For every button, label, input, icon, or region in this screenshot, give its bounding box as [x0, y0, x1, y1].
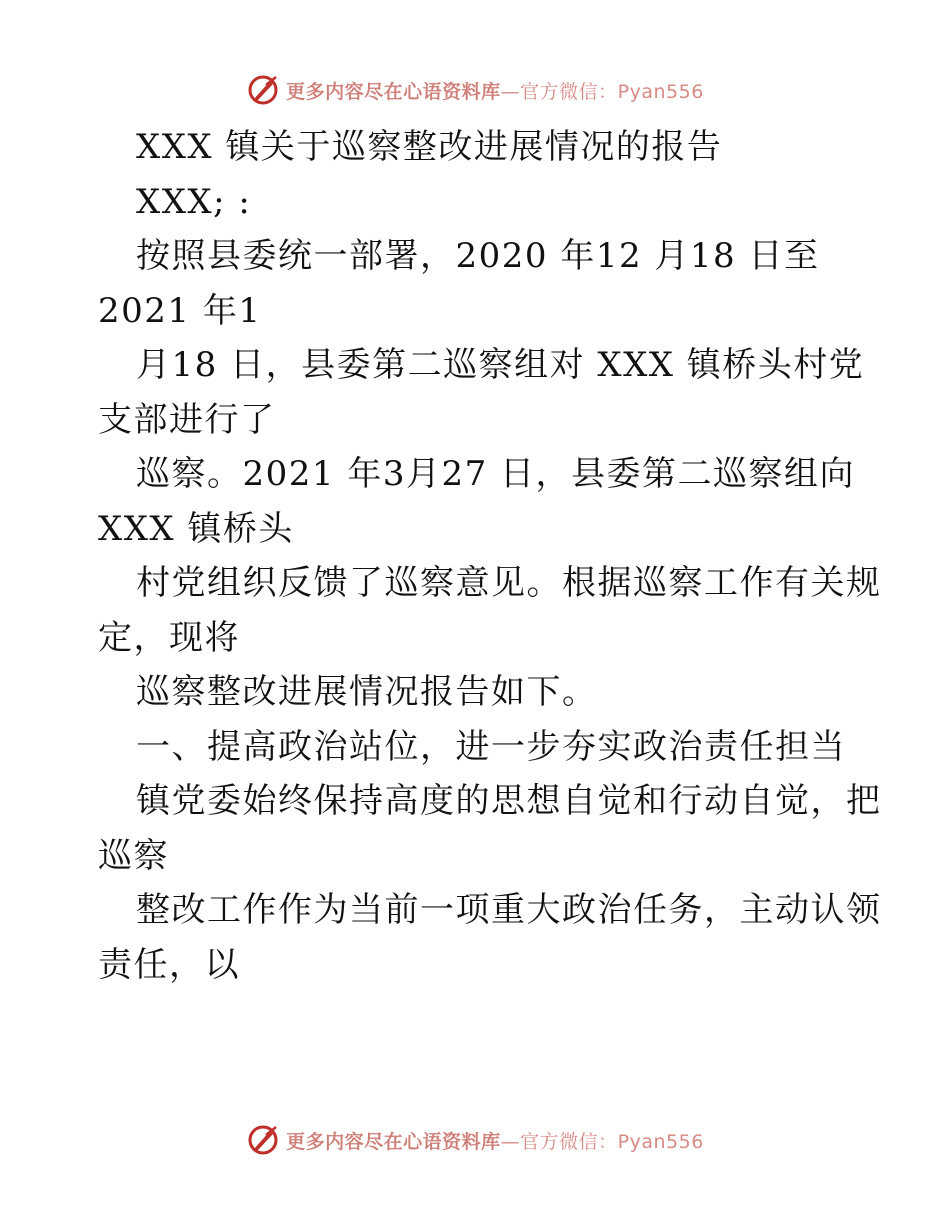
- footer-watermark: [0, 1120, 950, 1160]
- document-line: 巡察整改进展情况报告如下。: [136, 672, 598, 712]
- watermark-prefix: 更多内容尽在心语资料库: [286, 1130, 501, 1153]
- document-line: XXX 镇桥头: [98, 508, 294, 549]
- document-body: [98, 120, 882, 992]
- document-line: 支部进行了: [98, 399, 276, 440]
- document-line: 整改工作作为当前一项重大政治任务，主动认领: [136, 890, 882, 930]
- header-watermark: [0, 70, 950, 110]
- document-line: XXX 镇关于巡察整改进展情况的报告: [136, 127, 723, 167]
- document-line: 月18 日，县委第二巡察组对 XXX 镇桥头村党: [136, 345, 865, 385]
- document-line: 镇党委始终保持高度的思想自觉和行动自觉，把: [136, 781, 882, 821]
- watermark-text: [286, 1127, 704, 1154]
- document-line: 村党组织反馈了巡察意见。根据巡察工作有关规: [136, 563, 882, 603]
- document-line: 巡察。2021 年3月27 日，县委第二巡察组向: [136, 454, 856, 494]
- document-line: 巡察: [98, 835, 169, 876]
- document-line: 一、提高政治站位，进一步夯实政治责任担当: [136, 726, 846, 767]
- watermark-text: [286, 77, 704, 104]
- document-line: 责任，以: [98, 944, 240, 985]
- document-line: 定，现将: [98, 617, 240, 658]
- watermark-prefix: 更多内容尽在心语资料库: [286, 80, 501, 103]
- document-line: 按照县委统一部署，2020 年12 月18 日至: [136, 236, 820, 276]
- quill-logo-icon: [246, 73, 280, 107]
- document-line: 2021 年1: [98, 290, 262, 331]
- quill-logo-icon: [246, 1123, 280, 1157]
- watermark-suffix: —官方微信：Pyan556: [500, 1130, 704, 1153]
- document-line: XXX; :: [136, 181, 252, 222]
- watermark-suffix: —官方微信：Pyan556: [500, 80, 704, 103]
